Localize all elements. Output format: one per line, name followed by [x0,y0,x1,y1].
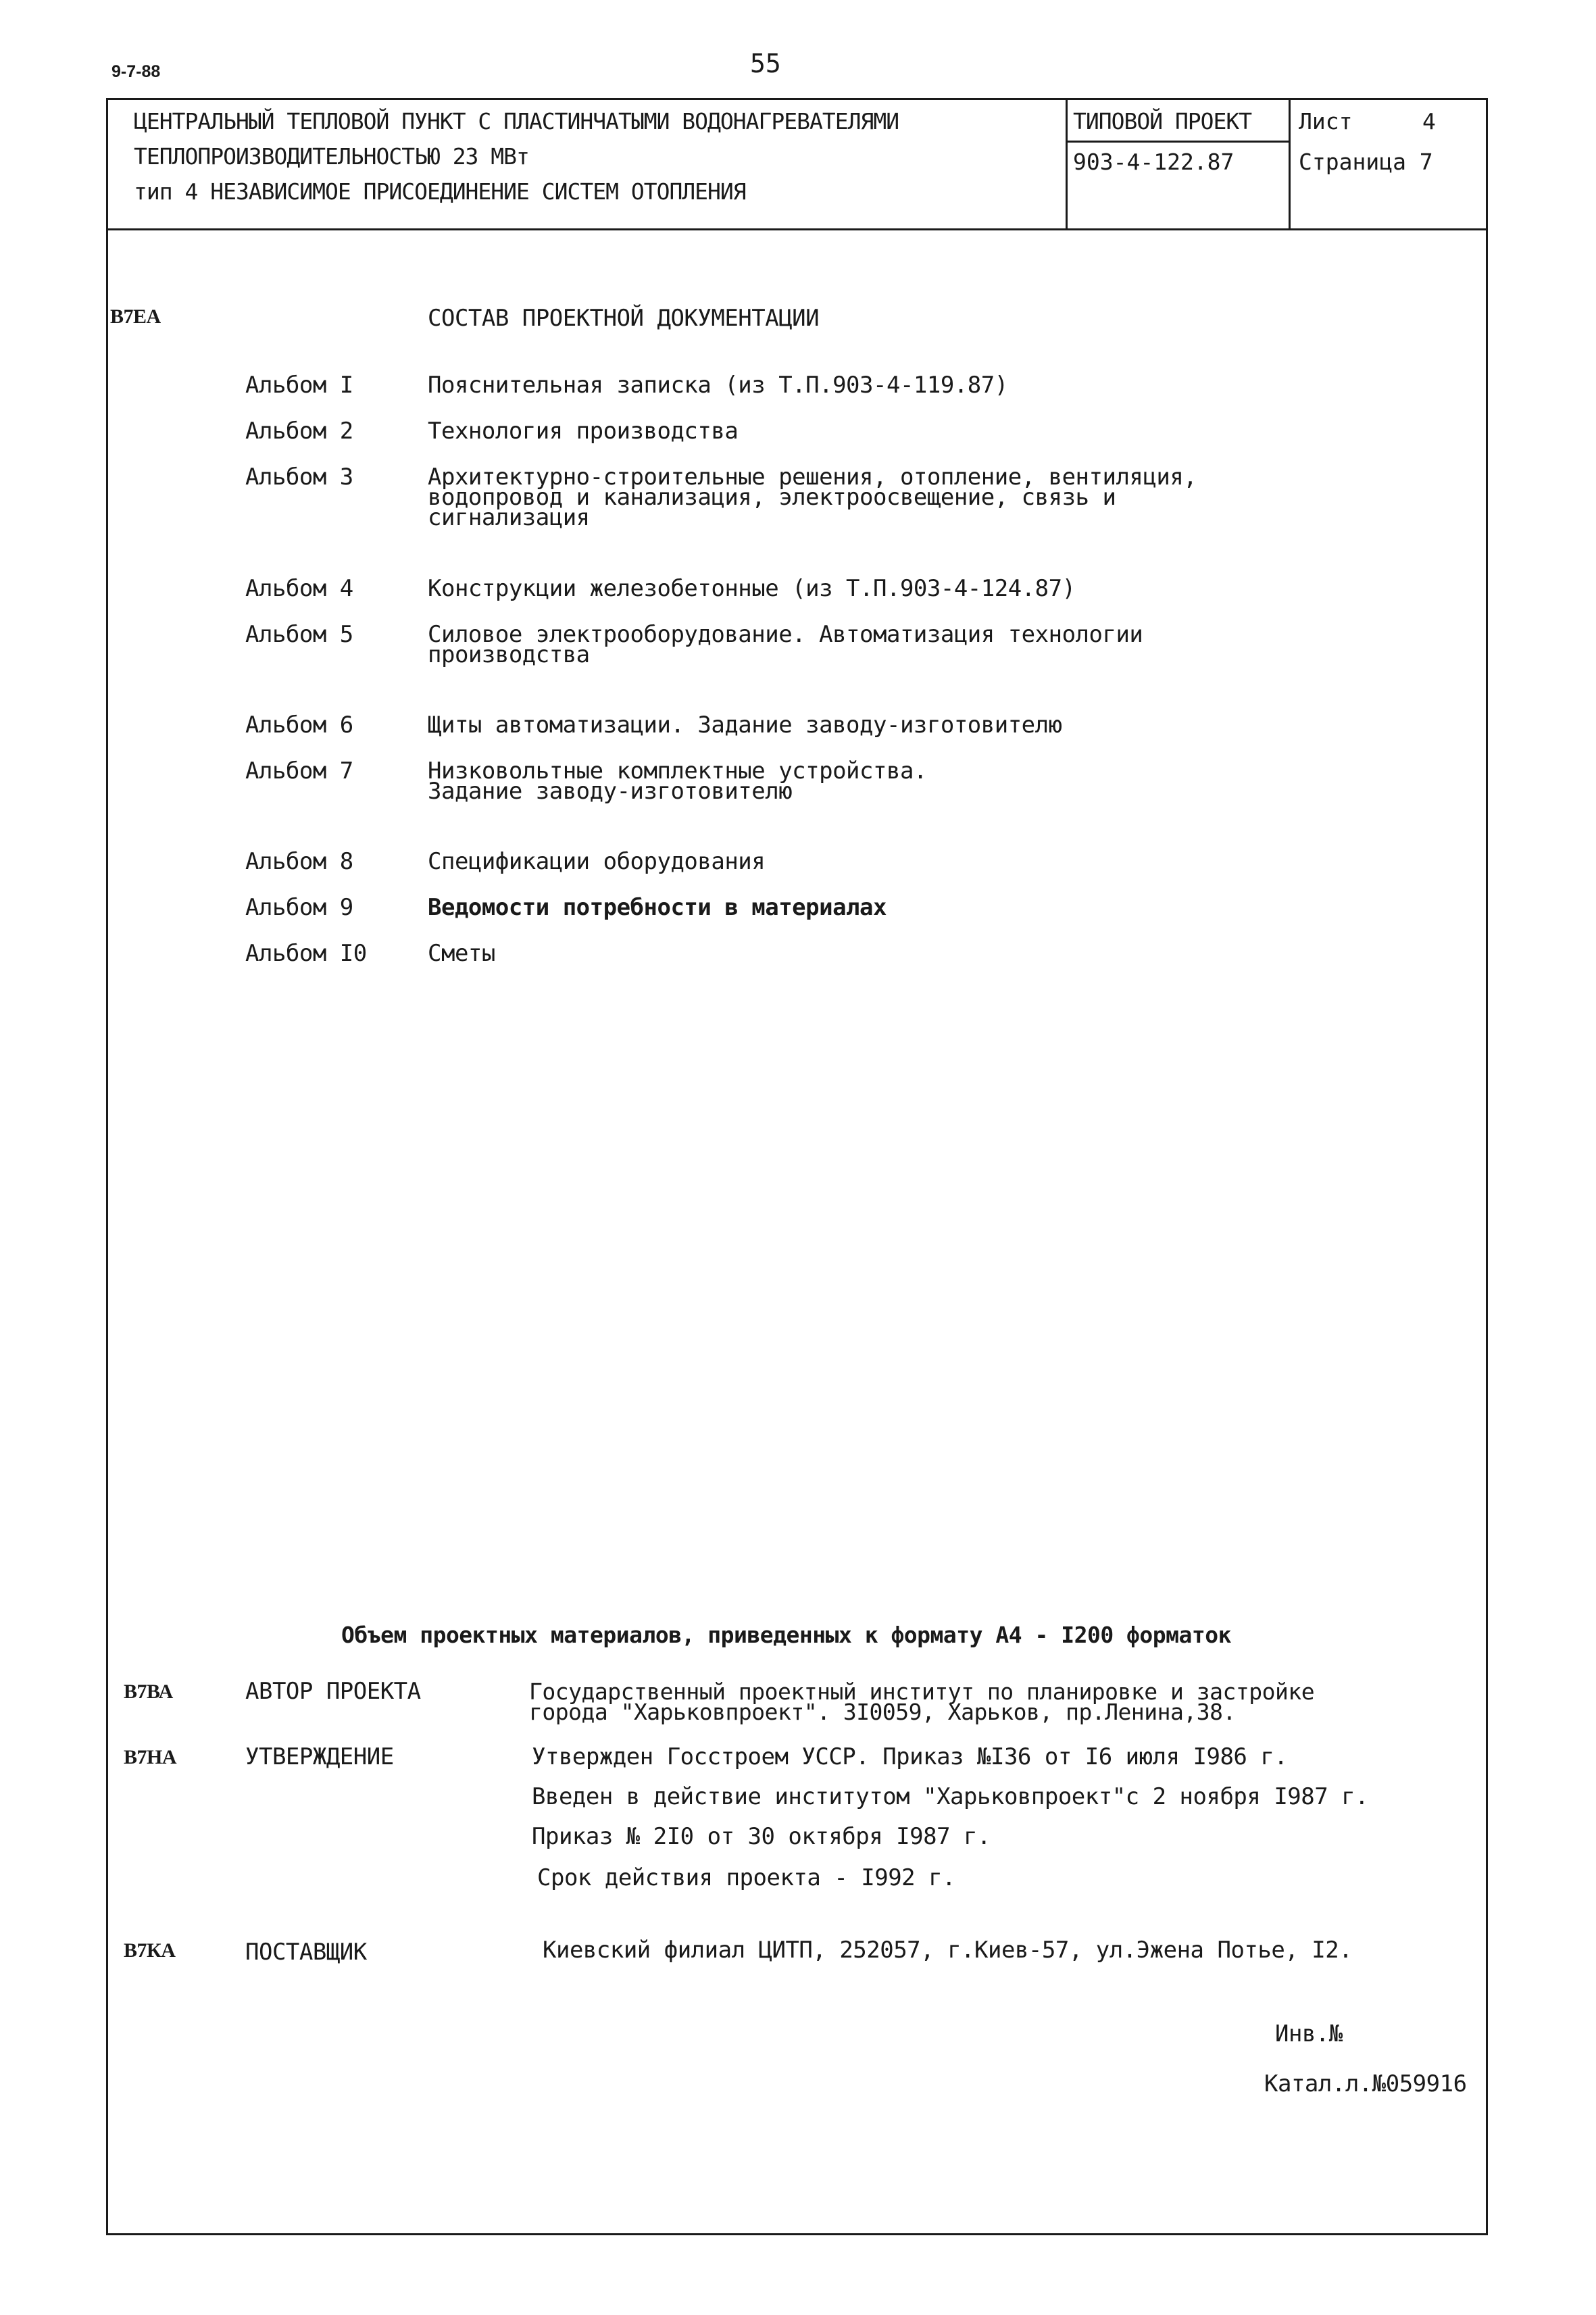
album-label: Альбом 5 [245,621,353,648]
album-label: Альбом 6 [245,712,353,739]
album-description: Сметы [428,940,495,967]
project-number: 903-4-122.87 [1073,149,1235,175]
approval-line: Приказ № 2I0 от 30 октября I987 г. [532,1823,991,1850]
approval-line: Утвержден Госстроем УССР. Приказ №I36 от I6 июля I986 г. [532,1743,1288,1770]
album-label: Альбом 8 [245,848,353,875]
composition-code: В7ЕА [110,305,161,328]
album-description: Конструкции железобетонные (из Т.П.903-4-124.87) [428,575,1076,602]
album-description: Архитектурно-строительные решения, отопление, вентиляция, [428,464,1197,491]
album-label: Альбом I0 [245,940,367,967]
composition-title: СОСТАВ ПРОЕКТНОЙ ДОКУМЕНТАЦИИ [428,305,820,332]
album-description: Спецификации оборудования [428,848,766,875]
approval-line: Срок действия проекта - I992 г. [537,1864,956,1891]
sheet-number: 4 [1422,108,1436,134]
album-description: Щиты автоматизации. Задание заводу-изготовителю [428,712,1062,739]
album-description: сигнализация [428,504,590,531]
supplier-text: Киевский филиал ЦИТП, 252057, г.Киев-57, ул.Эжена Потье, I2. [543,1937,1353,1964]
project-divider [1068,141,1289,143]
sheet-cell [1291,100,1486,228]
album-label: Альбом 9 [245,894,353,921]
author-label: АВТОР ПРОЕКТА [245,1678,421,1705]
album-description: Низковольтные комплектные устройства. [428,757,927,785]
album-description: Ведомости потребности в материалах [428,894,887,921]
document-code: 9-7-88 [111,62,161,81]
approval-line: Введен в действие институтом "Харьковпроект"с 2 ноября I987 г. [532,1783,1369,1810]
album-description: производства [428,641,590,668]
project-label: ТИПОВОЙ ПРОЕКТ [1073,108,1252,134]
album-label: Альбом 3 [245,464,353,491]
page-label: Страница 7 [1299,149,1433,175]
sheet-label: Лист [1299,108,1353,134]
album-description: Пояснительная записка (из Т.П.903-4-119.87) [428,372,1008,399]
approval-code: В7НА [124,1746,177,1768]
catalog-sheet-number: Катал.л.№059916 [1264,2070,1467,2097]
author-code: В7ВА [124,1681,173,1703]
project-cell [1068,100,1291,228]
supplier-label: ПОСТАВЩИК [245,1939,367,1966]
album-description: Силовое электрооборудование. Автоматизация технологии [428,621,1143,648]
title-cell [108,100,1068,228]
title-line-1: ЦЕНТРАЛЬНЫЙ ТЕПЛОВОЙ ПУНКТ С ПЛАСТИНЧАТЫМИ ВОДОНАГРЕВАТЕЛЯМИ [134,108,899,134]
album-description: Задание заводу-изготовителю [428,778,793,805]
volume-note: Объем проектных материалов, приведенных к формату А4 - I200 форматок [341,1622,1232,1648]
album-description: водопровод и канализация, электроосвещение, связь и [428,484,1116,511]
supplier-code: В7КА [124,1939,176,1962]
approval-label: УТВЕРЖДЕНИЕ [245,1743,394,1770]
album-label: Альбом 4 [245,575,353,602]
page-number: 55 [750,49,781,78]
album-label: Альбом 2 [245,418,353,445]
album-label: Альбом I [245,372,353,399]
title-block [108,100,1486,230]
album-description: Технология производства [428,418,739,445]
inventory-number-label: Инв.№ [1275,2020,1343,2047]
title-line-2: ТЕПЛОПРОИЗВОДИТЕЛЬНОСТЬЮ 23 МВт [134,143,529,170]
author-line: города "Харьковпроект". 3I0059, Харьков, пр.Ленина,38. [529,1699,1236,1725]
page-frame [106,98,1488,2235]
author-line: Государственный проектный институт по планировке и застройке [529,1678,1315,1705]
title-line-3: тип 4 НЕЗАВИСИМОЕ ПРИСОЕДИНЕНИЕ СИСТЕМ ОТОПЛЕНИЯ [134,178,746,205]
album-label: Альбом 7 [245,757,353,785]
